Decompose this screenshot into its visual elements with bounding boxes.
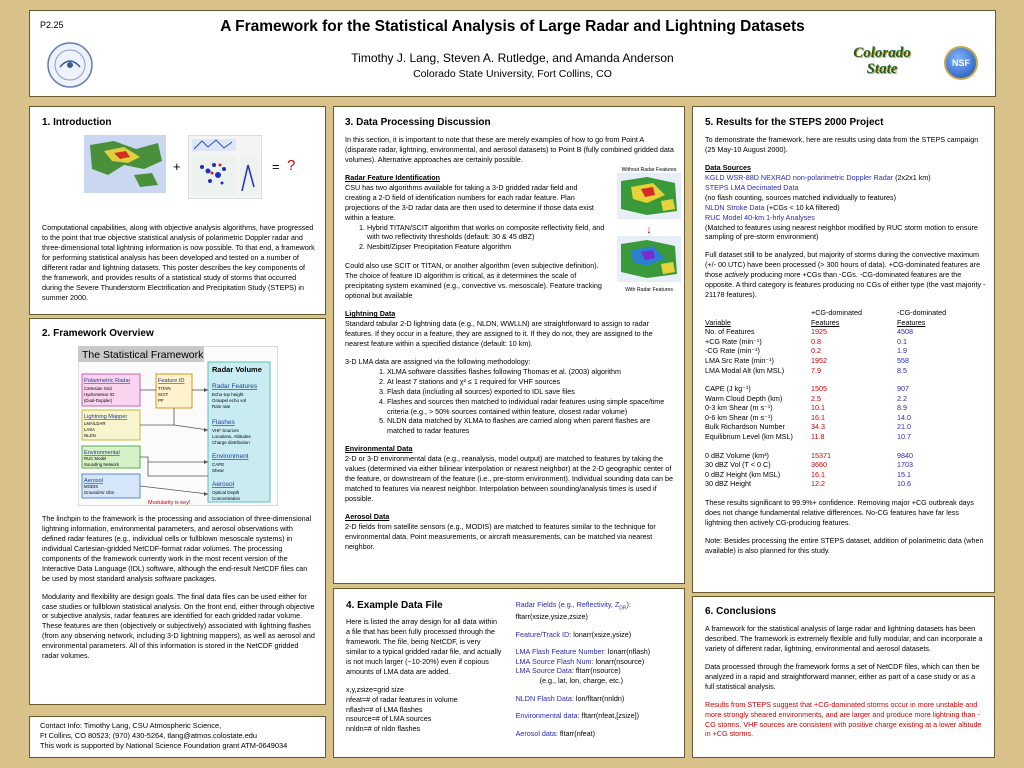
table-cell-positive: 0.8 — [811, 336, 821, 346]
table-cell-negative: 15.1 — [897, 469, 911, 479]
field-value: fltarr(xsize,ysize,zsize) — [515, 612, 588, 622]
framework-panel — [29, 318, 326, 705]
feature-item: TITAN — [158, 386, 171, 391]
lightning-heading: Lightning Data — [345, 309, 396, 319]
table-cell-positive: 1952 — [811, 355, 827, 365]
rfi-section — [345, 166, 677, 301]
intro-figure — [84, 135, 315, 217]
affiliation: Colorado State University, Fort Collins, CO — [413, 68, 612, 80]
table-cell-positive: 16.1 — [811, 469, 825, 479]
rfi-body-2: Could also use SCIT or TITAN, or another algorithm (even subjective definition). The choice of feature ID algorithm is critical, as it determines the scale of precipitating system examined (e.g., convective vs. mesoscale). Feature tracking optional but available — [345, 261, 602, 301]
lma-list-item: 4. Flashes and sources then matched to individual radar features using simple space/time criteria (e.g., > 50% sources contained within feature, closest radar volume) — [387, 397, 675, 417]
conclusions-heading: 6. Conclusions — [705, 606, 777, 617]
nsf-logo — [944, 46, 978, 80]
table-header — [705, 308, 811, 327]
rfi-list-item: 1. Hybrid TITAN/SCIT algorithm that works on composite reflectivity field, and with two reflectivity thresholds (default: 30 & 45 dBZ) — [367, 223, 605, 243]
source-name: KGLD WSR-88D NEXRAD non-polarimetric Doppler Radar — [705, 172, 894, 182]
table-cell-variable: 0-6 km Shear (m s⁻¹) — [705, 412, 773, 422]
field-value: lonarr(nflash) — [607, 647, 651, 657]
introduction-heading: 1. Introduction — [42, 117, 112, 128]
field-aerosol — [516, 729, 676, 739]
framework-diagram — [78, 346, 278, 506]
table-cell-variable: +CG Rate (min⁻¹) — [705, 336, 762, 346]
poster-title: A Framework for the Statistical Analysis of Large Radar and Lightning Datasets — [220, 18, 805, 35]
rv-env-item: CAPE — [212, 462, 225, 467]
contact-line: Ft Collins, CO 80523; (970) 430-5264, tlang@atmos.colostate.edu — [40, 730, 258, 740]
rv-flashes-item: VHF Sources — [212, 428, 239, 433]
field-label: LMA Source Data: — [515, 666, 574, 676]
radar-image-with-features — [617, 236, 681, 282]
lightning-item: LASA — [84, 427, 95, 432]
table-cell-variable: -CG Rate (min⁻¹) — [705, 346, 760, 356]
table-cell-negative: 2.2 — [897, 393, 907, 403]
table-group — [705, 384, 946, 441]
table-cell-negative: 0.1 — [897, 336, 907, 346]
table-row — [705, 460, 946, 470]
nsf-logo-text: NSF — [952, 58, 970, 68]
results-intro: To demonstrate the framework, here are results using data from the STEPS campaign (25 May-10 August 2000). — [705, 135, 979, 154]
results-table — [705, 308, 946, 489]
field-label: LMA Flash Feature Number: — [515, 647, 606, 657]
contact-line: Contact Info: Timothy Lang, CSU Atmospheric Science, — [40, 721, 222, 730]
table-row — [705, 413, 946, 423]
dimension-item: nfeat=# of radar features in volume — [346, 694, 458, 704]
rv-env-item: Shear — [212, 468, 225, 473]
source-name: NLDN Stroke Data — [705, 202, 765, 212]
framework-body — [42, 514, 315, 661]
table-cell-positive: 2.5 — [811, 393, 821, 403]
environmental-heading: Environmental Data — [345, 444, 413, 454]
rfi-heading: Radar Feature Identification — [345, 172, 441, 182]
table-cell-variable: 30 dBZ Height — [705, 479, 751, 489]
field-environmental — [516, 711, 676, 721]
lightning-image — [188, 135, 262, 199]
field-label: Feature/Track ID: — [515, 629, 572, 639]
table-cell-positive: 7.9 — [811, 365, 821, 375]
table-group — [705, 327, 946, 375]
dataset-description — [705, 250, 986, 300]
lma-list-item: 5. NLDN data matched by XLMA to flashes are carried along when parent flashes are matched to radar features — [387, 416, 675, 436]
environmental-section — [345, 444, 675, 504]
dimension-item: nnldn=# of nldn flashes — [346, 724, 421, 734]
field-label-end: ): — [626, 600, 631, 609]
field-value: fltarr(nfeat,[zsize]) — [581, 711, 640, 721]
table-cell-variable: Bulk Richardson Number — [705, 422, 785, 432]
aerosol-item: MODIS — [84, 484, 99, 489]
data-source-item — [705, 173, 986, 183]
lightning-item: NLDN — [84, 433, 96, 438]
down-arrow-icon: ↓ — [646, 223, 652, 236]
dimension-list — [346, 685, 502, 735]
conclusions-paragraph: Results from STEPS suggest that +CG-dominated storms occur in more unstable and more strongly sheared environments, and are larger and produce more lightning than -CG storms. VHF sources are consistent with positive charge existing at a lower altitude in +CG storms. — [705, 699, 982, 739]
table-row — [705, 346, 946, 356]
table-cell-negative: 10.6 — [897, 479, 911, 489]
processing-intro: In this section, it is important to note that these are merely examples of how to go from Point A (disparate radar, lightning, environmental, and aerosol datasets) to Point B (fully combined gridded data volumes). Alternative approaches are certainly possible. — [345, 135, 674, 164]
data-sources — [705, 163, 986, 243]
framework-paragraph: Modularity and flexibility are design goals. The final data files can be used either for case studies or fullblown statistical analysis. On the front end, either through objective or subjective analysis, radar features are identified for each gridded radar volume. These features are then (objectively or subjectively) associated with lightning flashes (from any observing network, including 3-D lightning mappers), as well as aerosol and environmental parameters. All of this information is stored in the NetCDF gridded radar volumes. — [42, 591, 315, 661]
table-cell-variable: 0 dBZ Volume (km³) — [705, 450, 769, 460]
data-source-item — [705, 203, 986, 213]
poster-id: P2.25 — [40, 20, 64, 30]
example-left — [346, 600, 502, 746]
csu-logo — [842, 45, 922, 79]
without-features-label: Without Radar Features — [621, 166, 677, 173]
env-head: Environmental — [84, 450, 120, 456]
with-features-label: With Radar Features — [625, 286, 673, 293]
lma-list-item: 3. Flash data (including all sources) exported to IDL save files — [387, 387, 675, 397]
conclusions-body — [705, 624, 986, 739]
rv-features-item: Graupel echo vol — [212, 398, 247, 403]
contact-panel — [29, 716, 326, 758]
source-note: (2x2x1 km) — [895, 172, 931, 182]
field-value: lonarr(xsize,ysize) — [573, 629, 632, 639]
results-heading: 5. Results for the STEPS 2000 Project — [705, 117, 884, 128]
field-nldn — [516, 694, 676, 704]
data-source-item: RUC Model 40-km 1-hrly Analyses — [705, 212, 815, 222]
lightning-item: LMA/LDAR — [84, 421, 106, 426]
grant-line: This work is supported by National Science Foundation grant ATM-0649034 — [40, 740, 288, 750]
rv-features-head: Radar Features — [212, 383, 258, 390]
table-row — [705, 470, 946, 480]
table-cell-negative: 8.5 — [897, 365, 907, 375]
example-heading: 4. Example Data File — [346, 600, 443, 611]
source-note: (+CGs < 10 kA filtered) — [766, 202, 840, 212]
table-cell-variable: 0 dBZ Height (km MSL) — [705, 469, 781, 479]
feature-item: SCIT — [158, 392, 169, 397]
feature-images — [609, 167, 689, 293]
field-label-subscript: DR — [619, 605, 627, 612]
rv-flashes-head: Flashes — [212, 419, 235, 426]
table-row — [705, 337, 946, 347]
table-cell-variable: LMA Modal Alt (km MSL) — [705, 365, 785, 375]
table-header — [811, 308, 897, 327]
field-label: NLDN Flash Data: — [515, 693, 574, 703]
rv-flashes-item: Locations, Altitudes — [212, 434, 251, 439]
col-neg-2: Features — [897, 317, 926, 327]
header-panel — [29, 10, 996, 97]
data-source-note: (Matched to features using nearest neighbor modified by RUC storm motion to ensure sampling of pre-storm environment) — [705, 222, 978, 242]
dataset-emphasis: actively — [724, 270, 749, 280]
table-cell-positive: 16.1 — [811, 412, 825, 422]
table-cell-variable: 0-3 km Shear (m s⁻¹) — [705, 403, 773, 413]
table-cell-variable: CAPE (J kg⁻¹) — [705, 384, 751, 394]
table-row — [705, 479, 946, 489]
field-lma — [516, 647, 676, 685]
polar-item: Hydrometeor ID — [84, 392, 115, 397]
table-cell-positive: 15371 — [811, 450, 831, 460]
field-radar — [516, 600, 676, 622]
table-header — [897, 308, 946, 327]
table-cell-negative: 8.9 — [897, 403, 907, 413]
table-row — [705, 384, 946, 394]
table-cell-positive: 1925 — [811, 327, 827, 337]
conclusions-paragraph: A framework for the statistical analysis of large radar and lightning datasets has been described. The framework is extremely flexible and fully modular, and can incorporate a variety of different radar, lightning, environmental and aerosol datasets. — [705, 624, 983, 653]
table-group — [705, 451, 946, 489]
table-cell-positive: 10.1 — [811, 403, 825, 413]
lma-section — [345, 357, 675, 437]
conclusions-panel — [692, 596, 995, 758]
table-cell-negative: 14.0 — [897, 412, 911, 422]
aerosol-heading: Aerosol Data — [345, 511, 390, 521]
dimension-item: nflash=# of LMA flashes — [346, 704, 423, 714]
aerosol-section — [345, 512, 675, 552]
lightning-head: Lightning Mapper — [84, 414, 128, 420]
table-cell-negative: 4508 — [897, 327, 913, 337]
csu-logo-text: Colorado State — [853, 45, 911, 77]
table-row — [705, 432, 946, 442]
table-row — [705, 394, 946, 404]
data-source-note: (no flash counting, sources matched individually to features) — [705, 192, 896, 202]
table-row — [705, 327, 946, 337]
results-significance: These results significant to 99.9%+ confidence. Removing major +CG outbreak days does not change fundamental relative differences. No-CG features have far less lightning then actively CG-producing features. — [705, 497, 974, 527]
table-cell-negative: 21.0 — [897, 422, 911, 432]
conclusions-paragraph: Data processed through the framework forms a set of NetCDF files, which can then be analyzed in a rapid and straightforward manner, either as part of a case study or as a full statistical analysis. — [705, 661, 980, 691]
introduction-panel — [29, 106, 326, 315]
framework-paragraph: The linchpin to the framework is the processing and association of three-dimensional lightning information, environmental parameters, and aerosol observations with defined radar features (e.g., individual cells or fullblown mesoscale systems) in individual Cartesian-gridded NetCDF-format radar volumes. The processing components of the framework currently work in the most recent version of the Interactive Data Language (IDL) software, although the end-result NetCDF files can be used by most standard analysis software packages. — [42, 514, 312, 583]
rv-aer-item: Optical Depth — [212, 490, 240, 495]
table-row — [705, 356, 946, 366]
table-cell-positive: 0.2 — [811, 346, 821, 356]
field-note: (e.g., lat, lon, charge, etc.) — [539, 675, 624, 685]
table-row — [705, 366, 946, 376]
lightning-section — [345, 309, 675, 349]
table-row — [705, 451, 946, 461]
field-label: Environmental data: — [515, 711, 580, 721]
data-processing-panel — [333, 106, 685, 584]
modularity-note: Modularity is key! — [148, 500, 191, 506]
field-label: Aerosol data: — [515, 728, 558, 738]
table-cell-negative: 558 — [897, 355, 909, 365]
table-cell-negative: 1.9 — [897, 346, 907, 356]
aerosol-item: Ground/Air Obs — [84, 490, 114, 495]
table-cell-positive: 1505 — [811, 384, 827, 394]
example-fields — [516, 600, 676, 746]
results-note: Note: Besides processing the entire STEPS dataset, addition of polarimetric data (when available) is also planned for this study. — [705, 535, 984, 555]
rv-flashes-item: Charge distribution — [212, 440, 250, 445]
example-panel — [333, 588, 685, 758]
rv-aer-head: Aerosol — [212, 481, 235, 488]
equals-sign: = — [272, 159, 280, 174]
table-spacer — [705, 375, 946, 384]
data-source-item: STEPS LMA Decimated Data — [705, 182, 799, 192]
table-cell-positive: 34.3 — [811, 422, 825, 432]
table-cell-positive: 3660 — [811, 460, 827, 470]
table-cell-negative: 907 — [897, 384, 909, 394]
polar-item: (Dual-Doppler) — [84, 398, 113, 403]
table-cell-negative: 10.7 — [897, 432, 911, 441]
dataset-text: producing more +CGs than -CGs. -CG-dominated features are the opposite. A third category is features producing no CGs of either type (the vast majority - 21178 features). — [705, 270, 986, 300]
polar-head: Polarimetric Radar — [84, 378, 131, 384]
authors: Timothy J. Lang, Steven A. Rutledge, and Amanda Anderson — [351, 51, 674, 65]
radar-volume-label: Radar Volume — [212, 365, 262, 374]
framework-heading: 2. Framework Overview — [42, 328, 154, 339]
plus-sign: + — [173, 159, 181, 174]
table-cell-negative: 9840 — [897, 450, 913, 460]
field-label: Radar Fields (e.g., Reflectivity, Z — [515, 600, 620, 609]
field-value: lon/fltarr(nnldn) — [575, 693, 625, 703]
field-value: lonarr(nsource) — [595, 656, 645, 666]
feature-head: Feature ID — [158, 378, 185, 384]
col-pos-2: Features — [811, 317, 840, 327]
dimension-item: x,y,zsize=grid size — [346, 684, 404, 694]
processing-heading: 3. Data Processing Discussion — [345, 117, 491, 128]
lma-list-item: 2. At least 7 stations and χ² ≤ 1 required for VHF sources — [387, 377, 675, 387]
col-neg-1: -CG-dominated — [897, 308, 947, 318]
dimension-item: nsource=# of LMA sources — [346, 714, 432, 724]
example-body: Here is listed the array design for all data within a file that has been fully processed through the framework. The file, being NetCDF, is very similar to a typical gridded radar file, and actually is not much larger (~10-20%) even if copious amounts of LMA data are added. — [346, 617, 502, 676]
table-cell-variable: Warm Cloud Depth (km) — [705, 393, 783, 403]
results-panel — [692, 106, 995, 593]
lightning-body: Standard tabular 2-D lightning data (e.g., NLDN, WWLLN) are straightforward to assign to radar features. If they occur in a feature, they are assigned to it. If they do not, they are assigned to the nearest feature within a specified distance (default: 10 km). — [345, 319, 653, 348]
environmental-body: 2-D or 3-D environmental data (e.g., reanalysis, model output) are matched to features by taking the values (determined via either bilinear interpolation or nearest neighbor) at the 2-D geographic center of the feature, or downstream of the feature (i.e., pre-storm environment). Individual sounding data can be matched to features via nearest neighbor. Interpolation between sounding/analysis times is used if possible. — [345, 454, 674, 503]
col-pos-1: +CG-dominated — [811, 308, 862, 318]
table-cell-positive: 11.8 — [811, 432, 825, 441]
table-spacer — [705, 442, 946, 451]
table-row — [705, 403, 946, 413]
radar-image — [84, 135, 166, 193]
col-variable: Variable — [705, 317, 731, 327]
conference-logo — [46, 41, 94, 89]
aerosol-body: 2-D fields from satellite sensors (e.g., MODIS) are matched to features similar to the technique for environmental data. Point measurements, or aircraft measurements, can be matched via nearest neighbor. — [345, 521, 656, 551]
table-cell-variable: Equilibrium Level (km MSL) — [705, 432, 793, 441]
env-item: RUC Model — [84, 456, 107, 461]
rfi-list — [367, 223, 605, 253]
intro-body: Computational capabilities, along with objective analysis algorithms, have progressed to the point that true objective statistical analysis of polarimetric Doppler radar and three-dimensional total lightning information is now possible. To that end, a framework for performing statistical analysis has been developed and tested on a number of different radar and lightning datasets. This poster describes the key components of the framework, and provides results of a statistical study of storms that occurred during the Severe Thunderstorm Electrification and Precipitation Study (STEPS) in summer 2000. — [42, 223, 315, 302]
dataset-text: Full dataset still to be analyzed, but majority of storms during the convective maximum (+/- 00 UTC) have been processed (> 300 hours of data). +CG-dominated features are those — [705, 250, 981, 280]
env-item: Sounding Network — [84, 462, 120, 467]
rv-features-item: Rain rate — [212, 404, 231, 409]
field-feature — [516, 630, 676, 640]
radar-image-without-features — [617, 173, 681, 219]
table-cell-variable: LMA Src Rate (min⁻¹) — [705, 355, 774, 365]
rv-features-item: Echo-top height — [212, 392, 244, 397]
rfi-list-item: 2. Nesbitt/Zipser Precipitation Feature algorithm — [367, 242, 605, 252]
table-cell-positive: 12.2 — [811, 479, 825, 489]
lma-list — [387, 367, 675, 437]
lma-intro: 3-D LMA data are assigned via the following methodology: — [345, 356, 531, 366]
table-header-row — [705, 308, 946, 327]
feature-item: PF — [158, 398, 164, 403]
aerosol-head: Aerosol — [84, 478, 103, 484]
rv-aer-item: Concentration — [212, 496, 241, 501]
question-mark: ? — [287, 157, 296, 174]
table-row — [705, 422, 946, 432]
rfi-body: CSU has two algorithms available for taking a 3-D gridded radar field and creating a 2-D field of identification numbers for each radar feature. Plan projections of the 3-D radar data are then used to determine if those data exist within a feature. — [345, 182, 594, 222]
field-label: LMA Source Flash Num: — [515, 656, 594, 666]
table-cell-variable: No. of Features — [705, 327, 755, 337]
diagram-title: The Statistical Framework — [82, 349, 204, 361]
polar-item: Cartesian Grid — [84, 386, 112, 391]
table-cell-variable: 30 dBZ Vol (T < 0 C) — [705, 460, 771, 470]
field-value: fltarr(nfeat) — [559, 728, 596, 738]
table-cell-negative: 1703 — [897, 460, 913, 470]
data-sources-heading: Data Sources — [705, 162, 751, 172]
rv-env-head: Environment — [212, 453, 249, 460]
field-value: fltarr(nsource) — [575, 666, 621, 676]
lma-list-item: 1. XLMA software classifies flashes following Thomas et al. (2003) algorithm — [387, 367, 675, 377]
